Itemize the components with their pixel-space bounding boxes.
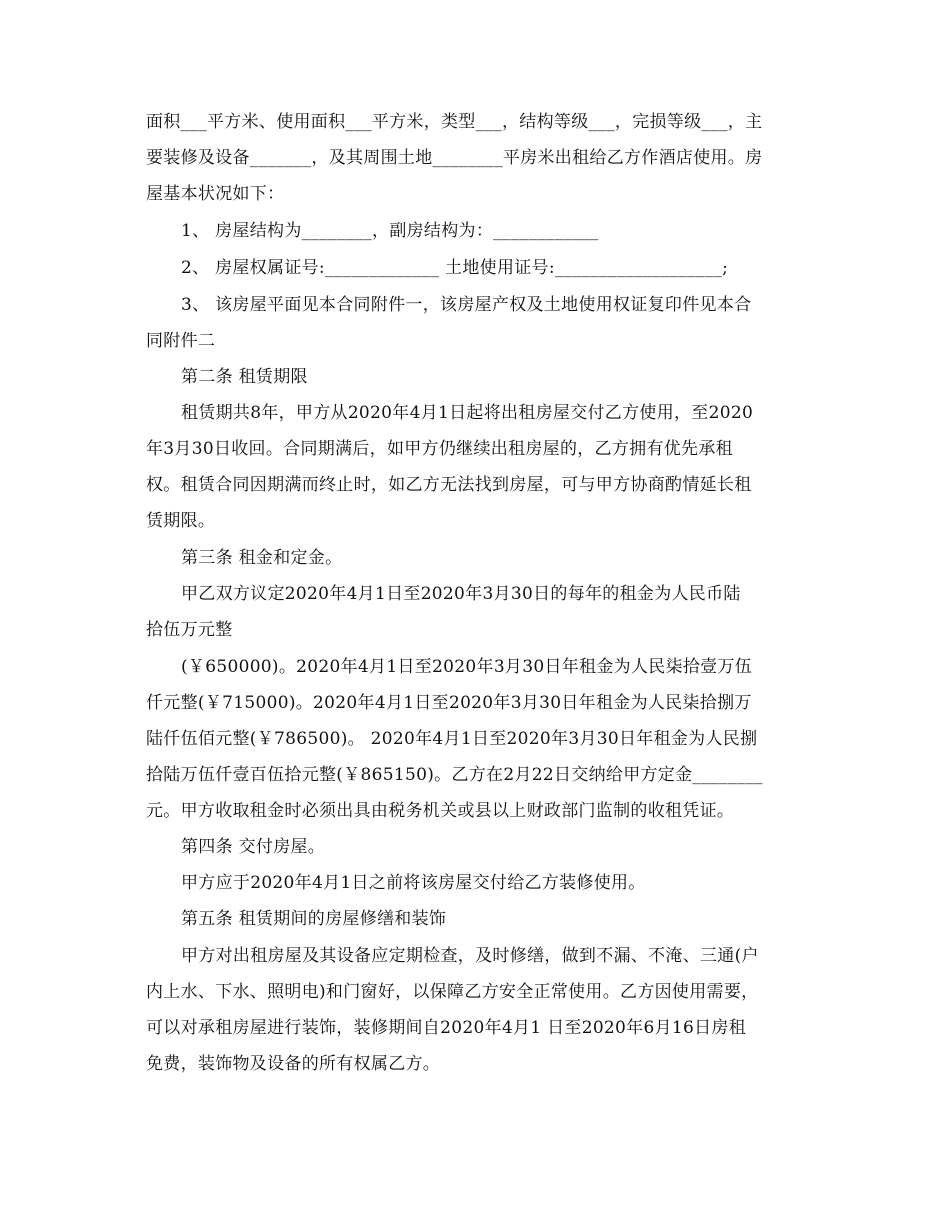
paragraph-line: 第二条 租赁期限 — [181, 367, 308, 387]
paragraph-line: 元。甲方收取租金时必须出具由税务机关或县以上财政部门监制的收租凭证。 — [146, 801, 735, 821]
paragraph-line: 面积___平方米、使用面积___平方米，类型___，结构等级___，完损等级___，主 — [146, 112, 763, 132]
paragraph-line: 1、 房屋结构为________，副房结构为：____________ — [181, 221, 599, 241]
paragraph-line: 权。租赁合同因期满而终止时，如乙方无法找到房屋，可与甲方协商酌情延长租 — [146, 475, 752, 495]
paragraph-line: (￥650000)。2020年4月1日至2020年3月30日年租金为人民柒拾壹万伍 — [181, 657, 753, 677]
paragraph-line: 第三条 租金和定金。 — [181, 548, 343, 568]
paragraph-line: 拾陆万伍仟壹百伍拾元整(￥865150)。乙方在2月22日交纳给甲方定金________ — [146, 765, 763, 785]
paragraph-line: 甲方对出租房屋及其设备应定期检查，及时修缮，做到不漏、不淹、三通(户 — [181, 946, 759, 966]
paragraph-line: 内上水、下水、照明电)和门窗好，以保障乙方安全正常使用。乙方因使用需要， — [146, 982, 759, 1002]
paragraph-line: 陆仟伍佰元整(￥786500)。 2020年4月1日至2020年3月30日年租金为人民捌 — [146, 729, 758, 749]
paragraph-line: 拾伍万元整 — [146, 620, 233, 640]
paragraph-line: 要装修及设备_______，及其周围土地________平房米出租给乙方作酒店使用。房 — [146, 148, 763, 168]
paragraph-line: 赁期限。 — [146, 511, 216, 531]
paragraph-line: 第五条 租赁期间的房屋修缮和装饰 — [181, 909, 447, 929]
paragraph-line: 甲乙双方议定2020年4月1日至2020年3月30日的每年的租金为人民币陆 — [181, 584, 741, 604]
paragraph-line: 年3月30日收回。合同期满后，如甲方仍继续出租房屋的，乙方拥有优先承租 — [146, 439, 733, 459]
paragraph-line: 免费，装饰物及设备的所有权属乙方。 — [146, 1054, 441, 1074]
paragraph-line: 甲方应于2020年4月1日之前将该房屋交付给乙方装修使用。 — [181, 873, 646, 893]
paragraph-line: 仟元整(￥715000)。2020年4月1日至2020年3月30日年租金为人民柒拾捌万 — [146, 693, 752, 713]
paragraph-line: 屋基本状况如下： — [146, 184, 285, 204]
paragraph-line: 第四条 交付房屋。 — [181, 837, 326, 857]
paragraph-line: 3、 该房屋平面见本合同附件一，该房屋产权及土地使用权证复印件见本合 — [181, 295, 752, 315]
paragraph-line: 2、 房屋权属证号:_____________ 土地使用证号:___________________; — [181, 258, 729, 278]
paragraph-line: 可以对承租房屋进行装饰，装修期间自2020年4月1 日至2020年6月16日房租 — [146, 1018, 747, 1038]
paragraph-line: 租赁期共8年，甲方从2020年4月1日起将出租房屋交付乙方使用，至2020 — [181, 403, 754, 423]
paragraph-line: 同附件二 — [146, 331, 216, 351]
